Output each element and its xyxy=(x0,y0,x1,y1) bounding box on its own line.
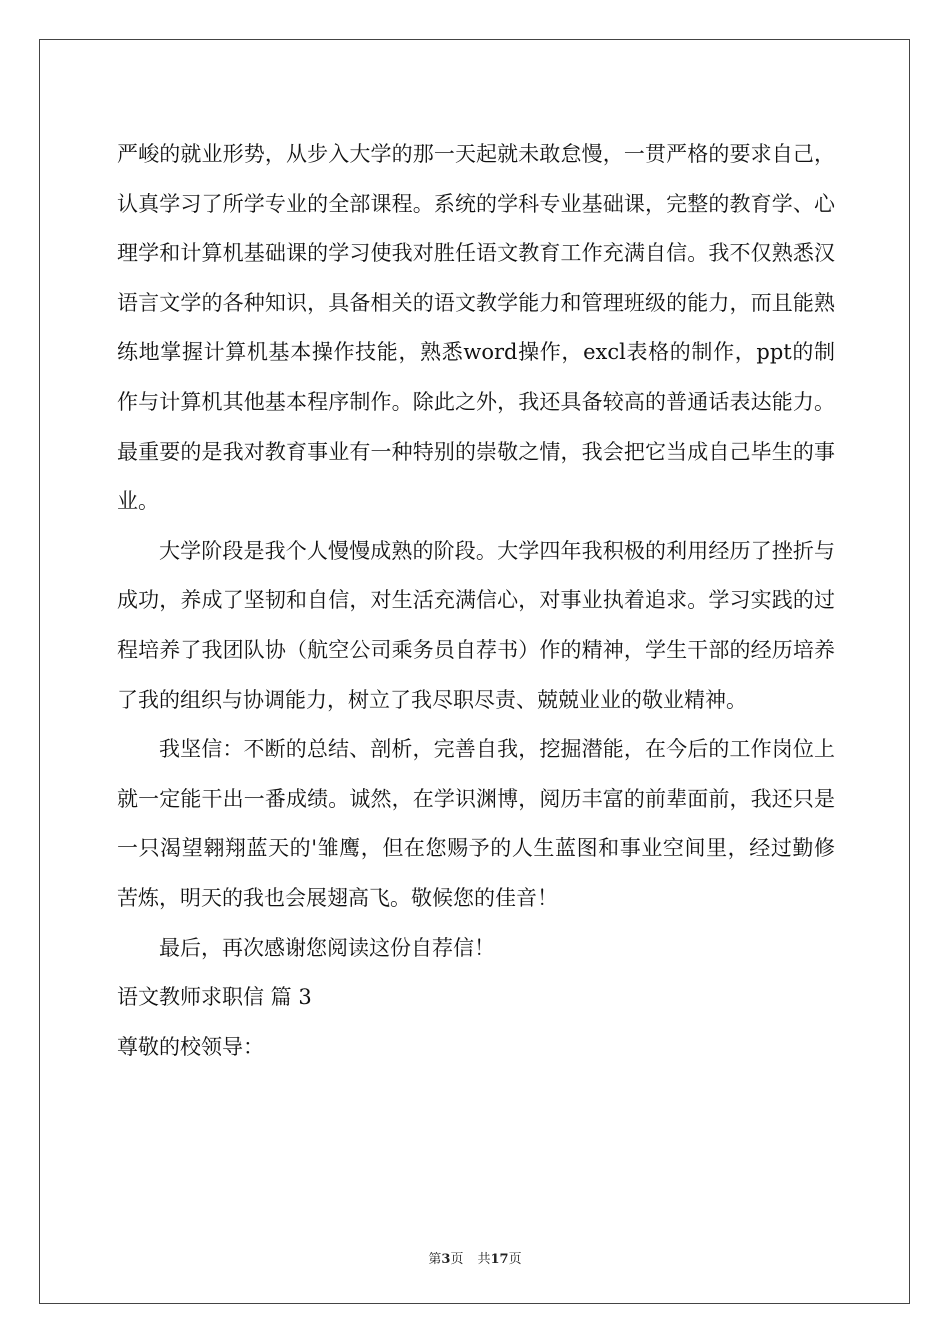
salutation: 尊敬的校领导： xyxy=(117,1034,264,1059)
paragraph-1: 严峻的就业形势，从步入大学的那一天起就未敢怠慢，一贯严格的要求自己，认真学习了所学专业的全部课程。系统的学科专业基础课，完整的教育学、心理学和计算机基础课的学习使我对胜任语文教育工作充满自信。我不仅熟悉汉语言文学的各种知识，具备相关的语文教学能力和管理班级的能力，而且能熟练地掌握计算机基本操作技能，熟悉word操作，excl表格的制作，ppt的制作与计算机其他基本程序制作。除此之外，我还具备较高的普通话表达能力。最重要的是我对教育事业有一种特别的崇敬之情，我会把它当成自己毕生的事业。 xyxy=(117,142,835,514)
page-unit: 页 xyxy=(450,1252,464,1267)
page-prefix: 第 xyxy=(428,1252,442,1267)
page-number: 3 xyxy=(441,1252,451,1267)
total-unit: 页 xyxy=(508,1252,522,1267)
page-footer xyxy=(0,1248,950,1267)
paragraph-4: 最后，再次感谢您阅读这份自荐信！ xyxy=(159,935,495,960)
total-pages: 17 xyxy=(490,1252,509,1267)
paragraph-3: 我坚信：不断的总结、剖析，完善自我，挖掘潜能，在今后的工作岗位上就一定能干出一番成绩。诚然，在学识渊博，阅历丰富的前辈面前，我还只是一只渴望翱翔蓝天的'雏鹰，但在您赐予的人生蓝图和事业空间里，经过勤修苦炼，明天的我也会展翅高飞。敬候您的佳音！ xyxy=(117,737,835,910)
section-title: 语文教师求职信 篇 3 xyxy=(117,985,312,1010)
paragraph-2: 大学阶段是我个人慢慢成熟的阶段。大学四年我积极的利用经历了挫折与成功，养成了坚韧和自信，对生活充满信心，对事业执着追求。学习实践的过程培养了我团队协（航空公司乘务员自荐书）作的精神，学生干部的经历培养了我的组织与协调能力，树立了我尽职尽责、兢兢业业的敬业精神。 xyxy=(117,538,835,712)
total-prefix: 共 xyxy=(477,1252,491,1267)
document-body xyxy=(117,130,835,1072)
